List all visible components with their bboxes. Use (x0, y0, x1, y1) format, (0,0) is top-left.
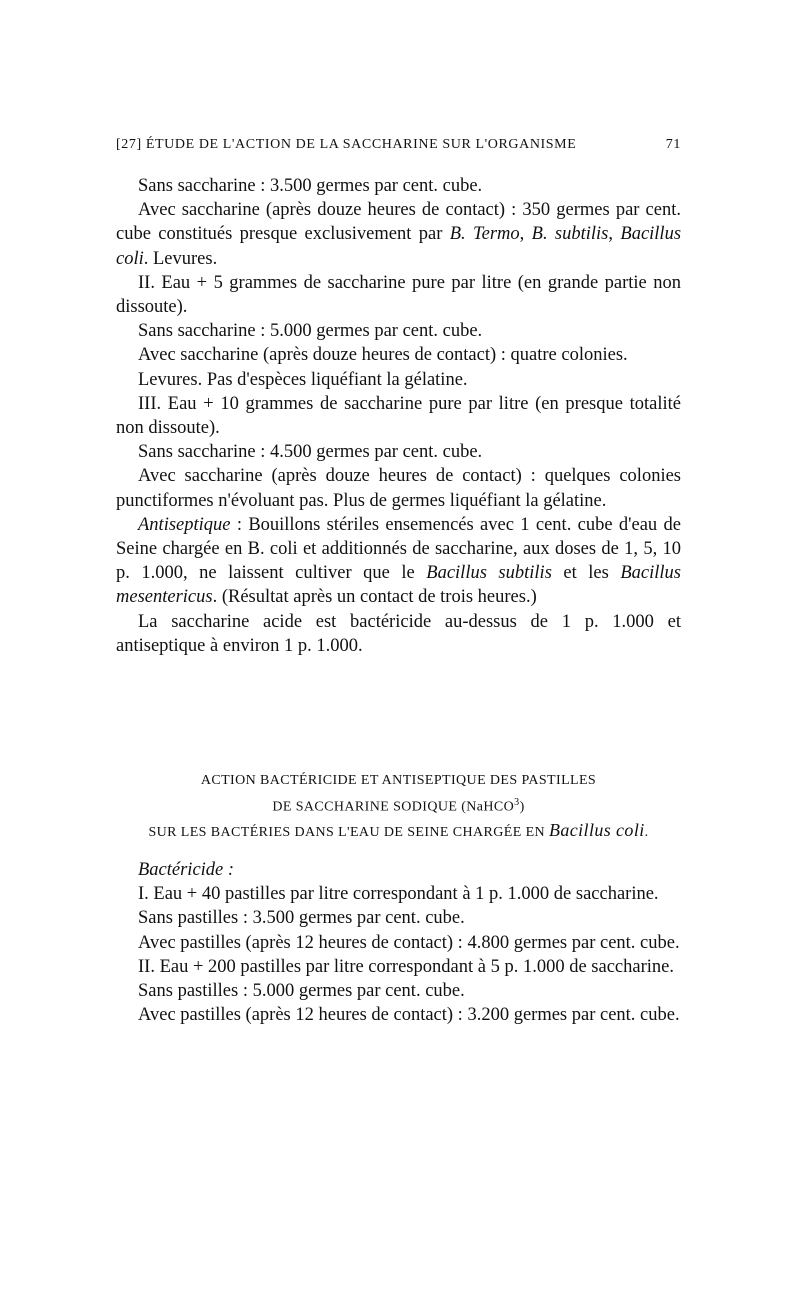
text: , (608, 224, 621, 245)
superscript: 3 (514, 797, 520, 808)
species-name: Bacillus subtilis (426, 563, 552, 584)
paragraph: Avec pastilles (après 12 heures de contact) : 4.800 germes par cent. cube. (138, 932, 680, 953)
text: . (Résultat après un contact de trois heures.) (212, 587, 537, 608)
section-heading (116, 770, 681, 844)
paragraph: La saccharine acide est bactéricide au-dessus de 1 p. 1.000 et antiseptique à environ 1 p. 1.000. (116, 611, 681, 656)
paragraph (116, 198, 681, 271)
text-block-bottom (116, 858, 681, 1027)
section-label: Antiseptique (138, 514, 231, 535)
paragraph: Sans pastilles : 3.500 germes par cent. cube. (138, 908, 465, 929)
paragraph: Sans saccharine : 3.500 germes par cent. cube. (138, 176, 483, 196)
running-header (116, 137, 681, 153)
paragraph: Sans saccharine : 5.000 germes par cent. cube. (138, 321, 483, 342)
heading-line-2 (116, 792, 681, 819)
paragraph: Avec saccharine (après douze heures de contact) : quelques colonies punctiformes n'évoluant pas. Plus de germes liquéfiant la gélatine. (116, 466, 681, 511)
species-name: B. subtilis (531, 224, 609, 245)
paragraph: II. Eau + 200 pastilles par litre correspondant à 5 p. 1.000 de saccharine. (138, 956, 674, 977)
header-title: ÉTUDE DE L'ACTION DE LA SACCHARINE SUR L'ORGANISME (145, 137, 577, 152)
paragraph (116, 513, 681, 610)
header-ref: [27] (116, 137, 142, 152)
text-block-top (116, 174, 681, 658)
species-name: Bacillus coli (116, 224, 682, 269)
text: DE SACCHARINE SODIQUE (NaHCO (272, 799, 515, 815)
paragraph: Sans saccharine : 4.500 germes par cent. cube. (138, 442, 483, 463)
paragraph: Sans pastilles : 5.000 germes par cent. cube. (138, 981, 465, 1002)
paragraph: II. Eau + 5 grammes de saccharine pure par litre (en grande partie non dissoute). (116, 272, 681, 318)
species-name: B. Termo (449, 224, 520, 245)
text: SUR LES BACTÉRIES DANS L'EAU DE SEINE CHARGÉE EN (148, 824, 549, 840)
text: et les (551, 563, 621, 584)
heading-line-1: ACTION BACTÉRICIDE ET ANTISEPTIQUE DES PASTILLES (200, 773, 597, 788)
paragraph: I. Eau + 40 pastilles par litre correspondant à 1 p. 1.000 de saccharine. (138, 884, 659, 905)
text: ) (519, 799, 525, 815)
paragraph: Avec pastilles (après 12 heures de contact) : 3.200 germes par cent. cube. (138, 1005, 680, 1026)
heading-line-3 (116, 819, 681, 844)
text: . Levures. (143, 248, 218, 269)
page-number: 71 (665, 137, 681, 152)
species-name: Bacillus coli (548, 819, 645, 840)
paragraph: III. Eau + 10 grammes de saccharine pure par litre (en presque totalité non dissoute). (116, 393, 681, 439)
subsection-label: Bactéricide : (138, 860, 235, 880)
text: , (519, 224, 532, 245)
text: : Bouillons stériles ensemencés avec 1 cent. cube d'eau de Seine chargée en B. coli et additionnés de saccharine, aux doses de 1, 5, 10 p. 1.000, ne laissent cultiver que le (116, 514, 681, 584)
text: Avec saccharine (après douze heures de contact) : 350 germes par cent. cube constitués presque exclusivement par (116, 200, 681, 245)
text: . (644, 824, 649, 840)
species-name: Bacillus mesentericus (116, 563, 681, 608)
paragraph: Levures. Pas d'espèces liquéfiant la gélatine. (138, 369, 468, 390)
paragraph: Avec saccharine (après douze heures de contact) : quatre colonies. (138, 345, 628, 366)
